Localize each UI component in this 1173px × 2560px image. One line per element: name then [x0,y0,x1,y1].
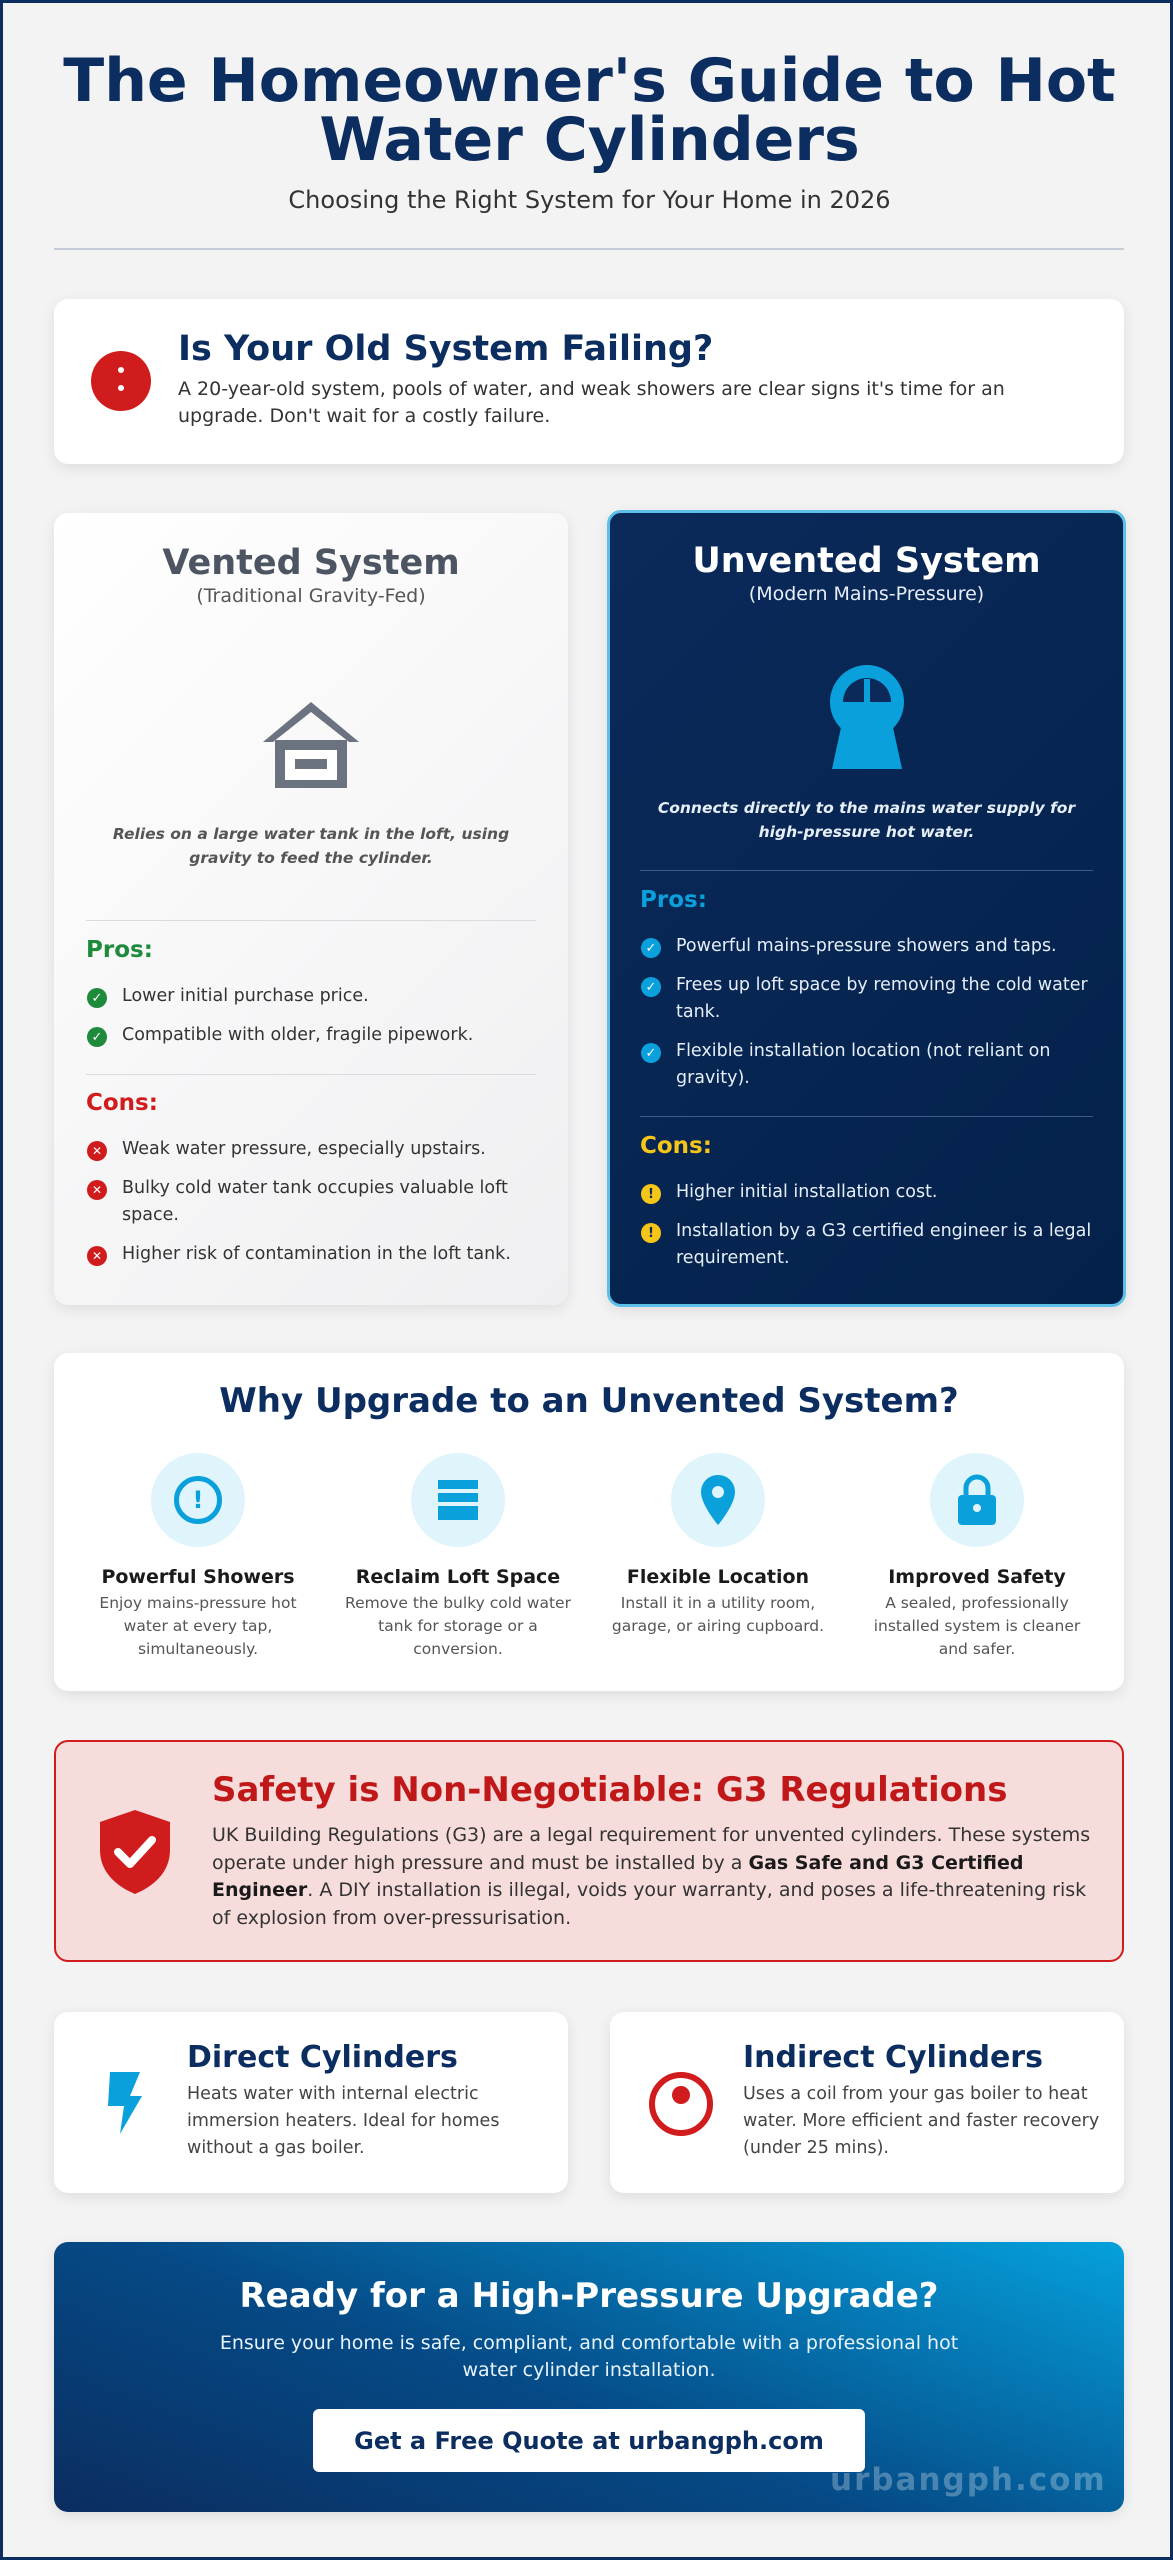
safety-title: Safety is Non-Negotiable: G3 Regulations [212,1770,1008,1810]
vented-card [54,513,568,1305]
benefit-description: A sealed, professionally installed system is cleaner and safer. [873,1594,1081,1658]
unvented-description: Connects directly to the mains water supply for high-pressure hot water. [657,799,1076,841]
benefits-card [54,1353,1124,1691]
get-quote-button[interactable]: Get a Free Quote at urbangph.com [313,2409,865,2472]
safety-card [54,1740,1124,1962]
benefit-description: Install it in a utility room, garage, or airing cupboard. [611,1594,825,1635]
unvented-cons-heading: Cons: [640,1133,712,1159]
cta-text: Ensure your home is safe, compliant, and comfortable with a professional hot water cylinder installation. [219,2332,959,2381]
unvented-pro-item: Frees up loft space by removing the cold water tank. [676,975,1088,1022]
x-icon: ✕ [87,1141,107,1161]
vented-title: Vented System [162,543,460,583]
direct-card [54,2012,568,2193]
alert-circle-icon [91,351,151,411]
page-subtitle: Choosing the Right System for Your Home in 2026 [288,186,891,214]
vented-divider-1 [86,920,536,921]
vented-con-item: Weak water pressure, especially upstairs. [122,1139,486,1159]
page-title-line-2: Water Cylinders [319,105,860,175]
unvented-pro-item: Flexible installation location (not reliant on gravity). [676,1041,1051,1088]
benefit-description: Remove the bulky cold water tank for storage or a conversion. [345,1594,571,1658]
header-divider [54,248,1124,250]
vented-pro-item: Compatible with older, fragile pipework. [122,1025,474,1045]
shield-check-icon [98,1808,172,1896]
direct-text: Heats water with internal electric immersion heaters. Ideal for homes without a gas boiler. [187,2084,500,2158]
location-pin-icon [671,1453,765,1547]
unvented-title: Unvented System [692,541,1041,581]
vented-description: Relies on a large water tank in the loft, using gravity to feed the cylinder. [112,825,510,867]
benefit-title: Reclaim Loft Space [355,1566,561,1588]
cta-title: Ready for a High-Pressure Upgrade? [239,2276,939,2316]
cta-card [54,2242,1124,2512]
vented-con-item: Higher risk of contamination in the loft tank. [122,1244,511,1264]
check-icon: ✓ [87,1027,107,1047]
indirect-title: Indirect Cylinders [743,2040,1043,2075]
page-title-line-1: The Homeowner's Guide to Hot [63,46,1116,116]
alert-title: Is Your Old System Failing? [178,329,714,369]
warning-icon: ! [641,1184,661,1204]
unvented-subtitle: (Modern Mains-Pressure) [748,583,985,605]
check-icon: ✓ [641,977,661,997]
house-tank-icon [259,698,363,790]
vented-pro-item: Lower initial purchase price. [122,986,369,1006]
check-icon: ✓ [641,1043,661,1063]
vented-subtitle: (Traditional Gravity-Fed) [196,585,426,607]
warning-icon: ! [641,1223,661,1243]
benefit-description: Enjoy mains-pressure hot water at every tap, simultaneously. [99,1594,297,1658]
x-icon: ✕ [87,1180,107,1200]
benefits-title: Why Upgrade to an Unvented System? [219,1381,959,1421]
vented-cons-heading: Cons: [86,1090,158,1116]
vented-divider-2 [86,1074,536,1075]
vented-pros-heading: Pros: [86,937,153,963]
unvented-con-item: Installation by a G3 certified engineer is a legal requirement. [676,1221,1092,1268]
alert-text: A 20-year-old system, pools of water, and weak showers are clear signs it's time for an upgrade. Don't wait for a costly failure. [178,378,1005,427]
unvented-card [607,510,1126,1307]
unvented-divider-1 [640,870,1093,871]
safety-text: UK Building Regulations (G3) are a legal requirement for unvented cylinders. These systems operate under high pressure and must be installed by a Gas Safe and G3 Certified Engineer. A DIY installation is illegal, voids your warranty, and poses a life-threatening risk of explosion from over-pressurisation. [212,1824,1091,1929]
lightning-bolt-icon [106,2070,144,2136]
check-icon: ✓ [641,938,661,958]
exclamation-circle-icon: ! [151,1453,245,1547]
watermark: urbangph.com [830,2462,1107,2498]
benefit-title: Powerful Showers [101,1566,295,1588]
indirect-card [610,2012,1124,2193]
storage-box-icon [411,1453,505,1547]
target-coil-icon [647,2070,715,2138]
unvented-con-item: Higher initial installation cost. [676,1182,938,1202]
padlock-icon [930,1453,1024,1547]
unvented-pro-item: Powerful mains-pressure showers and taps. [676,936,1057,956]
indirect-text: Uses a coil from your gas boiler to heat water. More efficient and faster recovery (under 25 mins). [743,2084,1100,2158]
pressure-gauge-icon [828,663,906,771]
benefit-title: Flexible Location [626,1566,810,1588]
vented-con-item: Bulky cold water tank occupies valuable loft space. [122,1178,508,1225]
benefit-title: Improved Safety [888,1566,1066,1588]
unvented-pros-heading: Pros: [640,887,707,913]
check-icon: ✓ [87,988,107,1008]
x-icon: ✕ [87,1246,107,1266]
unvented-divider-2 [640,1116,1093,1117]
direct-title: Direct Cylinders [187,2040,458,2075]
alert-card [54,299,1124,464]
